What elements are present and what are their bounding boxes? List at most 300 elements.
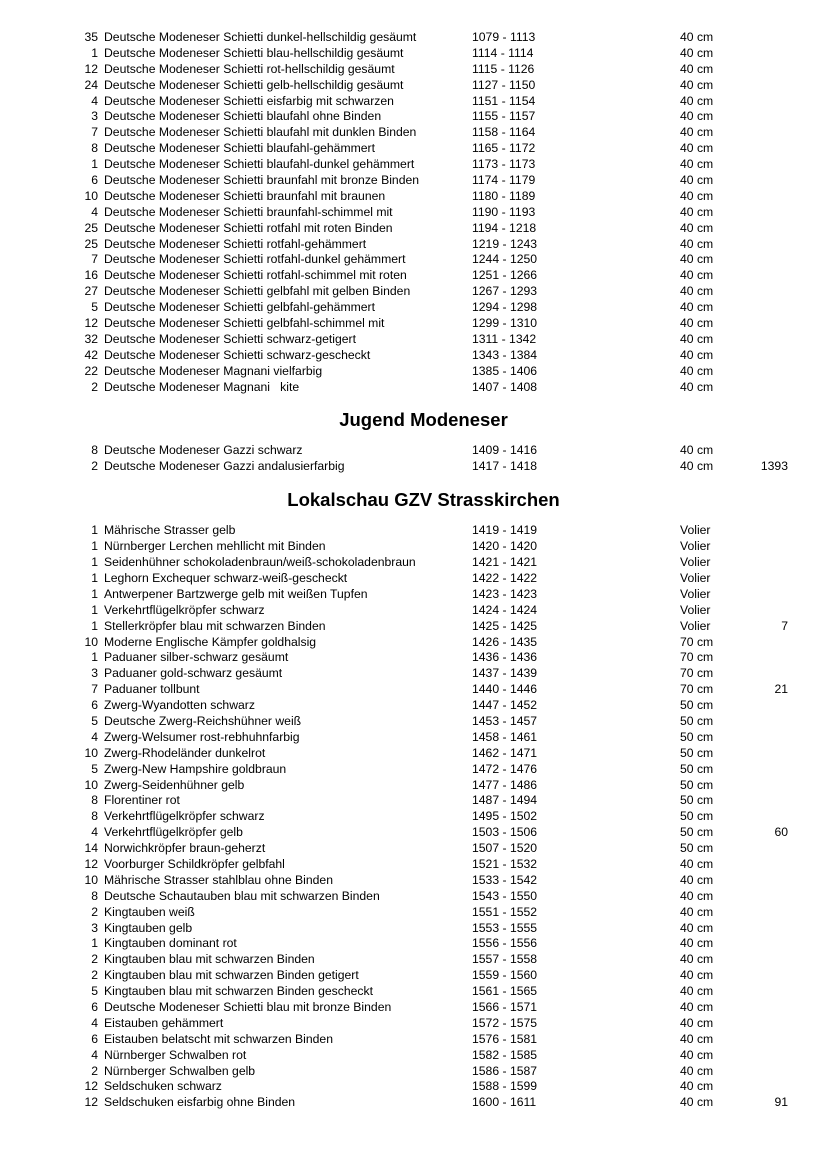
table-row	[0, 905, 827, 921]
table-row	[0, 1000, 827, 1016]
cage-number-range: 1561 - 1565	[472, 984, 538, 999]
cage-size: 50 cm	[680, 777, 714, 792]
entry-count: 25	[84, 220, 98, 235]
breed-name: Deutsche Modeneser Schietti gelbfahl-schimmel mit	[104, 316, 385, 331]
breed-name: Deutsche Modeneser Magnani vielfarbig	[104, 363, 323, 378]
entry-count: 5	[91, 984, 98, 999]
cage-number-range: 1422 - 1422	[472, 570, 538, 585]
cage-size: 70 cm	[680, 682, 714, 697]
breed-name: Deutsche Modeneser Schietti gelbfahl-gehämmert	[104, 300, 375, 315]
cage-number-range: 1426 - 1435	[472, 634, 538, 649]
cage-number-range: 1079 - 1113	[472, 30, 536, 44]
entry-count: 8	[91, 888, 98, 903]
entry-count: 2	[91, 379, 98, 394]
cage-number-range: 1115 - 1126	[472, 61, 535, 76]
table-row	[0, 109, 827, 125]
entry-count: 12	[84, 1095, 98, 1110]
cage-size: 40 cm	[680, 952, 714, 967]
breed-name: Deutsche Modeneser Schietti blau mit bronze Binden	[104, 999, 392, 1014]
breed-name: Nürnberger Schwalben gelb	[104, 1063, 256, 1078]
cage-number-range: 1311 - 1342	[472, 331, 537, 346]
breed-name: Kingtauben blau mit schwarzen Binden	[104, 952, 315, 967]
table-row	[0, 841, 827, 857]
entry-count: 1	[91, 555, 98, 570]
breed-name: Deutsche Zwerg-Reichshühner weiß	[104, 713, 302, 728]
cage-number-range: 1425 - 1425	[472, 618, 538, 633]
cage-number-range: 1495 - 1502	[472, 809, 538, 824]
cage-number-range: 1453 - 1457	[472, 713, 538, 728]
entry-count: 22	[84, 363, 98, 378]
table-row	[0, 332, 827, 348]
cage-size: 40 cm	[680, 1047, 714, 1062]
cage-number-range: 1424 - 1424	[472, 602, 538, 617]
cage-size: 40 cm	[680, 1079, 714, 1094]
section-heading: Lokalschau GZV Strasskirchen	[287, 489, 560, 511]
entry-count: 4	[91, 729, 98, 744]
table-row	[0, 94, 827, 110]
entry-count: 4	[91, 825, 98, 840]
cage-number-range: 1219 - 1243	[472, 236, 538, 251]
entry-count: 4	[91, 1015, 98, 1030]
cage-number-range: 1343 - 1384	[472, 347, 538, 362]
cage-size: 70 cm	[680, 634, 714, 649]
table-row	[0, 78, 827, 94]
breed-name: Stellerkröpfer blau mit schwarzen Binden	[104, 618, 326, 633]
cage-size: 40 cm	[680, 968, 714, 983]
breed-name: Zwerg-Welsumer rost-rebhuhnfarbig	[104, 729, 300, 744]
section-heading: Jugend Modeneser	[339, 409, 508, 431]
cage-size: 40 cm	[680, 45, 714, 60]
entry-count: 4	[91, 1047, 98, 1062]
cage-number-range: 1507 - 1520	[472, 841, 538, 856]
breed-name: Zwerg-Wyandotten schwarz	[104, 698, 255, 713]
entry-count: 35	[84, 30, 98, 44]
table-row	[0, 173, 827, 189]
cage-size: Volier	[680, 586, 711, 601]
cage-size: Volier	[680, 539, 711, 554]
cage-size: 50 cm	[680, 761, 714, 776]
cage-size: 40 cm	[680, 141, 714, 156]
breed-name: Seidenhühner schokoladenbraun/weiß-schokoladenbraun	[104, 555, 416, 570]
entry-count: 2	[91, 904, 98, 919]
table-row	[0, 809, 827, 825]
entry-count: 7	[91, 682, 98, 697]
entry-count: 5	[91, 761, 98, 776]
cage-number-range: 1503 - 1506	[472, 825, 538, 840]
table-row	[0, 443, 827, 459]
entry-count: 3	[91, 109, 98, 124]
cage-size: 40 cm	[680, 30, 714, 44]
table-row	[0, 252, 827, 268]
entry-count: 8	[91, 809, 98, 824]
cage-number-range: 1244 - 1250	[472, 252, 538, 267]
cage-number-range: 1487 - 1494	[472, 793, 538, 808]
table-row	[0, 30, 827, 46]
cage-size: Volier	[680, 555, 711, 570]
table-row	[0, 555, 827, 571]
breed-name: Deutsche Modeneser Schietti braunfahl mit braunen	[104, 188, 386, 203]
table-row	[0, 1048, 827, 1064]
cage-size: 40 cm	[680, 252, 714, 267]
table-row	[0, 284, 827, 300]
breed-name: Deutsche Modeneser Magnani kite	[104, 379, 300, 394]
cage-number-range: 1173 - 1173	[472, 157, 536, 172]
cage-size: 40 cm	[680, 999, 714, 1014]
cage-size: 40 cm	[680, 188, 714, 203]
entry-count: 3	[91, 920, 98, 935]
table-row	[0, 205, 827, 221]
cage-size: 50 cm	[680, 825, 714, 840]
breed-name: Deutsche Modeneser Schietti rotfahl-gehämmert	[104, 236, 367, 251]
entry-count: 2	[91, 968, 98, 983]
breed-name: Deutsche Modeneser Schietti braunfahl mit bronze Binden	[104, 173, 420, 188]
entry-count: 6	[91, 173, 98, 188]
entry-count: 6	[91, 999, 98, 1014]
cage-size: 40 cm	[680, 331, 714, 346]
cage-size: 70 cm	[680, 650, 714, 665]
entry-count: 1	[91, 602, 98, 617]
cage-number-range: 1553 - 1555	[472, 920, 538, 935]
cage-number-range: 1151 - 1154	[472, 93, 536, 108]
table-row	[0, 619, 827, 635]
table-row	[0, 189, 827, 205]
breed-name: Deutsche Modeneser Schietti eisfarbig mit schwarzen	[104, 93, 394, 108]
cage-size: 40 cm	[680, 268, 714, 283]
cage-size: 40 cm	[680, 443, 714, 458]
table-row	[0, 157, 827, 173]
breed-name: Seldschuken eisfarbig ohne Binden	[104, 1095, 296, 1110]
table-row	[0, 650, 827, 666]
entry-count: 16	[84, 268, 98, 283]
cage-number-range: 1440 - 1446	[472, 682, 538, 697]
table-row	[0, 746, 827, 762]
breed-name: Zwerg-Rhodeländer dunkelrot	[104, 745, 266, 760]
cage-number-range: 1559 - 1560	[472, 968, 538, 983]
entry-count: 10	[84, 634, 98, 649]
cage-number-range: 1543 - 1550	[472, 888, 538, 903]
breed-name: Moderne Englische Kämpfer goldhalsig	[104, 634, 317, 649]
entry-count: 1	[91, 539, 98, 554]
table-row	[0, 889, 827, 905]
cage-number-range: 1533 - 1542	[472, 872, 538, 887]
entry-count: 32	[84, 331, 98, 346]
table-row	[0, 523, 827, 539]
cage-number-range: 1158 - 1164	[472, 125, 536, 140]
cage-number-range: 1551 - 1552	[472, 904, 538, 919]
table-row	[0, 46, 827, 62]
cage-number-range: 1299 - 1310	[472, 316, 538, 331]
entry-count: 1	[91, 586, 98, 601]
entry-count: 6	[91, 698, 98, 713]
cage-size: Volier	[680, 523, 711, 538]
table-row	[0, 348, 827, 364]
cage-number-range: 1458 - 1461	[472, 729, 538, 744]
cage-size: 40 cm	[680, 888, 714, 903]
entry-count: 8	[91, 793, 98, 808]
cage-size: 40 cm	[680, 204, 714, 219]
table-row	[0, 952, 827, 968]
cage-size: 40 cm	[680, 1095, 714, 1110]
cage-size: 40 cm	[680, 61, 714, 76]
entry-count: 10	[84, 745, 98, 760]
cage-size: 40 cm	[680, 316, 714, 331]
breed-name: Paduaner gold-schwarz gesäumt	[104, 666, 283, 681]
entry-count: 12	[84, 61, 98, 76]
entry-count: 5	[91, 300, 98, 315]
entry-count: 3	[91, 666, 98, 681]
breed-name: Nürnberger Lerchen mehllicht mit Binden	[104, 539, 326, 554]
cage-number-range: 1566 - 1571	[472, 999, 538, 1014]
breed-name: Deutsche Modeneser Schietti blaufahl-dunkel gehämmert	[104, 157, 415, 172]
breed-name: Deutsche Modeneser Schietti blaufahl mit dunklen Binden	[104, 125, 417, 140]
cage-number-range: 1165 - 1172	[472, 141, 536, 156]
entry-count: 4	[91, 204, 98, 219]
entry-count: 1	[91, 936, 98, 951]
entry-count: 1	[91, 570, 98, 585]
table-row	[0, 873, 827, 889]
breed-name: Voorburger Schildkröpfer gelbfahl	[104, 856, 285, 871]
entry-count: 10	[84, 872, 98, 887]
breed-name: Kingtauben blau mit schwarzen Binden getigert	[104, 968, 359, 983]
breed-name: Deutsche Modeneser Schietti schwarz-gescheckt	[104, 347, 371, 362]
cage-number-range: 1462 - 1471	[472, 745, 538, 760]
entry-count: 25	[84, 236, 98, 251]
breed-name: Deutsche Modeneser Schietti gelbfahl mit gelben Binden	[104, 284, 411, 299]
breed-name: Nürnberger Schwalben rot	[104, 1047, 247, 1062]
cage-number-range: 1417 - 1418	[472, 459, 538, 474]
table-row	[0, 1064, 827, 1080]
cage-number-range: 1294 - 1298	[472, 300, 538, 315]
cage-size: 40 cm	[680, 93, 714, 108]
table-row	[0, 778, 827, 794]
breed-name: Eistauben gehämmert	[104, 1015, 224, 1030]
cage-size: 40 cm	[680, 920, 714, 935]
cage-number-range: 1586 - 1587	[472, 1063, 538, 1078]
breed-name: Kingtauben blau mit schwarzen Binden gescheckt	[104, 984, 373, 999]
entry-count: 4	[91, 93, 98, 108]
breed-name: Kingtauben weiß	[104, 904, 195, 919]
breed-name: Paduaner tollbunt	[104, 682, 200, 697]
cage-number-range: 1582 - 1585	[472, 1047, 538, 1062]
breed-name: Kingtauben gelb	[104, 920, 193, 935]
entry-count: 2	[91, 952, 98, 967]
cage-size: 40 cm	[680, 936, 714, 951]
entry-count: 1	[91, 650, 98, 665]
breed-name: Mährische Strasser gelb	[104, 523, 236, 538]
breed-name: Florentiner rot	[104, 793, 180, 808]
cage-number-range: 1407 - 1408	[472, 379, 538, 394]
running-total: 1393	[760, 459, 788, 474]
breed-name: Deutsche Modeneser Schietti dunkel-hellschildig gesäumt	[104, 30, 417, 44]
entry-count: 5	[91, 713, 98, 728]
cage-size: 40 cm	[680, 1063, 714, 1078]
breed-name: Deutsche Schautauben blau mit schwarzen Binden	[104, 888, 380, 903]
table-row	[0, 1016, 827, 1032]
table-row	[0, 1095, 827, 1111]
cage-number-range: 1472 - 1476	[472, 761, 538, 776]
breed-name: Seldschuken schwarz	[104, 1079, 222, 1094]
entry-count: 14	[84, 841, 98, 856]
table-row	[0, 857, 827, 873]
cage-number-range: 1385 - 1406	[472, 363, 538, 378]
cage-size: 40 cm	[680, 459, 714, 474]
cage-number-range: 1421 - 1421	[472, 555, 538, 570]
running-total: 91	[774, 1095, 788, 1110]
breed-name: Deutsche Modeneser Schietti blau-hellschildig gesäumt	[104, 45, 404, 60]
table-row	[0, 364, 827, 380]
cage-size: 40 cm	[680, 173, 714, 188]
cage-size: 40 cm	[680, 904, 714, 919]
breed-name: Deutsche Modeneser Gazzi schwarz	[104, 443, 303, 458]
entry-count: 10	[84, 777, 98, 792]
cage-number-range: 1576 - 1581	[472, 1031, 538, 1046]
cage-number-range: 1180 - 1189	[472, 188, 536, 203]
table-row	[0, 635, 827, 651]
table-row	[0, 793, 827, 809]
cage-size: 40 cm	[680, 157, 714, 172]
breed-name: Verkehrtflügelkröpfer schwarz	[104, 809, 265, 824]
breed-name: Leghorn Exchequer schwarz-weiß-gescheckt	[104, 570, 348, 585]
entry-count: 8	[91, 443, 98, 458]
cage-number-range: 1572 - 1575	[472, 1015, 538, 1030]
cage-size: 40 cm	[680, 284, 714, 299]
breed-name: Deutsche Modeneser Schietti rotfahl-schimmel mit roten	[104, 268, 407, 283]
cage-size: 70 cm	[680, 666, 714, 681]
cage-number-range: 1588 - 1599	[472, 1079, 538, 1094]
entry-count: 6	[91, 1031, 98, 1046]
breed-name: Deutsche Modeneser Gazzi andalusierfarbig	[104, 459, 345, 474]
table-row	[0, 968, 827, 984]
table-row	[0, 62, 827, 78]
catalog-page	[0, 30, 827, 1111]
breed-name: Deutsche Modeneser Schietti rotfahl mit roten Binden	[104, 220, 393, 235]
cage-size: 50 cm	[680, 698, 714, 713]
entry-count: 7	[91, 125, 98, 140]
table-row	[0, 141, 827, 157]
breed-name: Deutsche Modeneser Schietti schwarz-getigert	[104, 331, 356, 346]
cage-size: 40 cm	[680, 347, 714, 362]
table-row	[0, 682, 827, 698]
table-row	[0, 221, 827, 237]
cage-size: 50 cm	[680, 793, 714, 808]
table-row	[0, 539, 827, 555]
cage-number-range: 1556 - 1556	[472, 936, 538, 951]
table-row	[0, 125, 827, 141]
breed-name: Antwerpener Bartzwerge gelb mit weißen Tupfen	[104, 586, 368, 601]
cage-number-range: 1420 - 1420	[472, 539, 538, 554]
cage-size: 40 cm	[680, 363, 714, 378]
cage-number-range: 1127 - 1150	[472, 77, 536, 92]
cage-number-range: 1521 - 1532	[472, 856, 538, 871]
table-row	[0, 603, 827, 619]
table-row	[0, 459, 827, 475]
table-row	[0, 825, 827, 841]
breed-name: Deutsche Modeneser Schietti rotfahl-dunkel gehämmert	[104, 252, 406, 267]
cage-size: Volier	[680, 602, 711, 617]
table-row	[0, 714, 827, 730]
cage-number-range: 1477 - 1486	[472, 777, 538, 792]
entry-count: 12	[84, 856, 98, 871]
running-total: 21	[774, 682, 788, 697]
table-row	[0, 730, 827, 746]
cage-size: 50 cm	[680, 729, 714, 744]
cage-size: 50 cm	[680, 713, 714, 728]
entry-count: 2	[91, 459, 98, 474]
entry-count: 12	[84, 1079, 98, 1094]
cage-size: 40 cm	[680, 109, 714, 124]
table-row	[0, 237, 827, 253]
table-row	[0, 666, 827, 682]
cage-size: 40 cm	[680, 300, 714, 315]
breed-name: Verkehrtflügelkröpfer schwarz	[104, 602, 265, 617]
table-row	[0, 984, 827, 1000]
table-row	[0, 698, 827, 714]
table-row	[0, 300, 827, 316]
breed-name: Zwerg-New Hampshire goldbraun	[104, 761, 287, 776]
cage-number-range: 1419 - 1419	[472, 523, 538, 538]
table-row	[0, 1079, 827, 1095]
running-total: 7	[781, 618, 788, 633]
breed-name: Kingtauben dominant rot	[104, 936, 237, 951]
cage-number-range: 1423 - 1423	[472, 586, 538, 601]
cage-number-range: 1437 - 1439	[472, 666, 538, 681]
cage-size: 50 cm	[680, 809, 714, 824]
cage-size: 40 cm	[680, 856, 714, 871]
cage-size: Volier	[680, 618, 711, 633]
cage-size: 40 cm	[680, 220, 714, 235]
breed-name: Eistauben belatscht mit schwarzen Binden	[104, 1031, 333, 1046]
cage-size: 40 cm	[680, 379, 714, 394]
entry-count: 27	[84, 284, 98, 299]
cage-number-range: 1190 - 1193	[472, 204, 536, 219]
table-row	[0, 380, 827, 396]
breed-name: Mährische Strasser stahlblau ohne Binden	[104, 872, 333, 887]
entry-count: 12	[84, 316, 98, 331]
cage-number-range: 1114 - 1114	[472, 45, 534, 60]
breed-name: Deutsche Modeneser Schietti gelb-hellschildig gesäumt	[104, 77, 404, 92]
breed-name: Deutsche Modeneser Schietti braunfahl-schimmel mit	[104, 204, 393, 219]
table-row	[0, 587, 827, 603]
cage-size: 40 cm	[680, 1015, 714, 1030]
cage-number-range: 1267 - 1293	[472, 284, 538, 299]
cage-number-range: 1251 - 1266	[472, 268, 538, 283]
table-row	[0, 268, 827, 284]
breed-name: Deutsche Modeneser Schietti blaufahl-gehämmert	[104, 141, 375, 156]
table-row	[0, 316, 827, 332]
entry-count: 24	[84, 77, 98, 92]
cage-size: 40 cm	[680, 872, 714, 887]
entry-count: 1	[91, 157, 98, 172]
breed-name: Norwichkröpfer braun-geherzt	[104, 841, 266, 856]
entry-count: 1	[91, 45, 98, 60]
cage-number-range: 1447 - 1452	[472, 698, 538, 713]
cage-size: 40 cm	[680, 236, 714, 251]
cage-size: 50 cm	[680, 745, 714, 760]
entry-count: 2	[91, 1063, 98, 1078]
running-total: 60	[774, 825, 788, 840]
table-row	[0, 571, 827, 587]
cage-size: Volier	[680, 570, 711, 585]
cage-size: 40 cm	[680, 1031, 714, 1046]
cage-number-range: 1436 - 1436	[472, 650, 538, 665]
entry-count: 10	[84, 188, 98, 203]
entry-count: 42	[84, 347, 98, 362]
table-row	[0, 762, 827, 778]
table-row	[0, 1032, 827, 1048]
entry-count: 1	[91, 618, 98, 633]
table-row	[0, 921, 827, 937]
cage-size: 40 cm	[680, 984, 714, 999]
